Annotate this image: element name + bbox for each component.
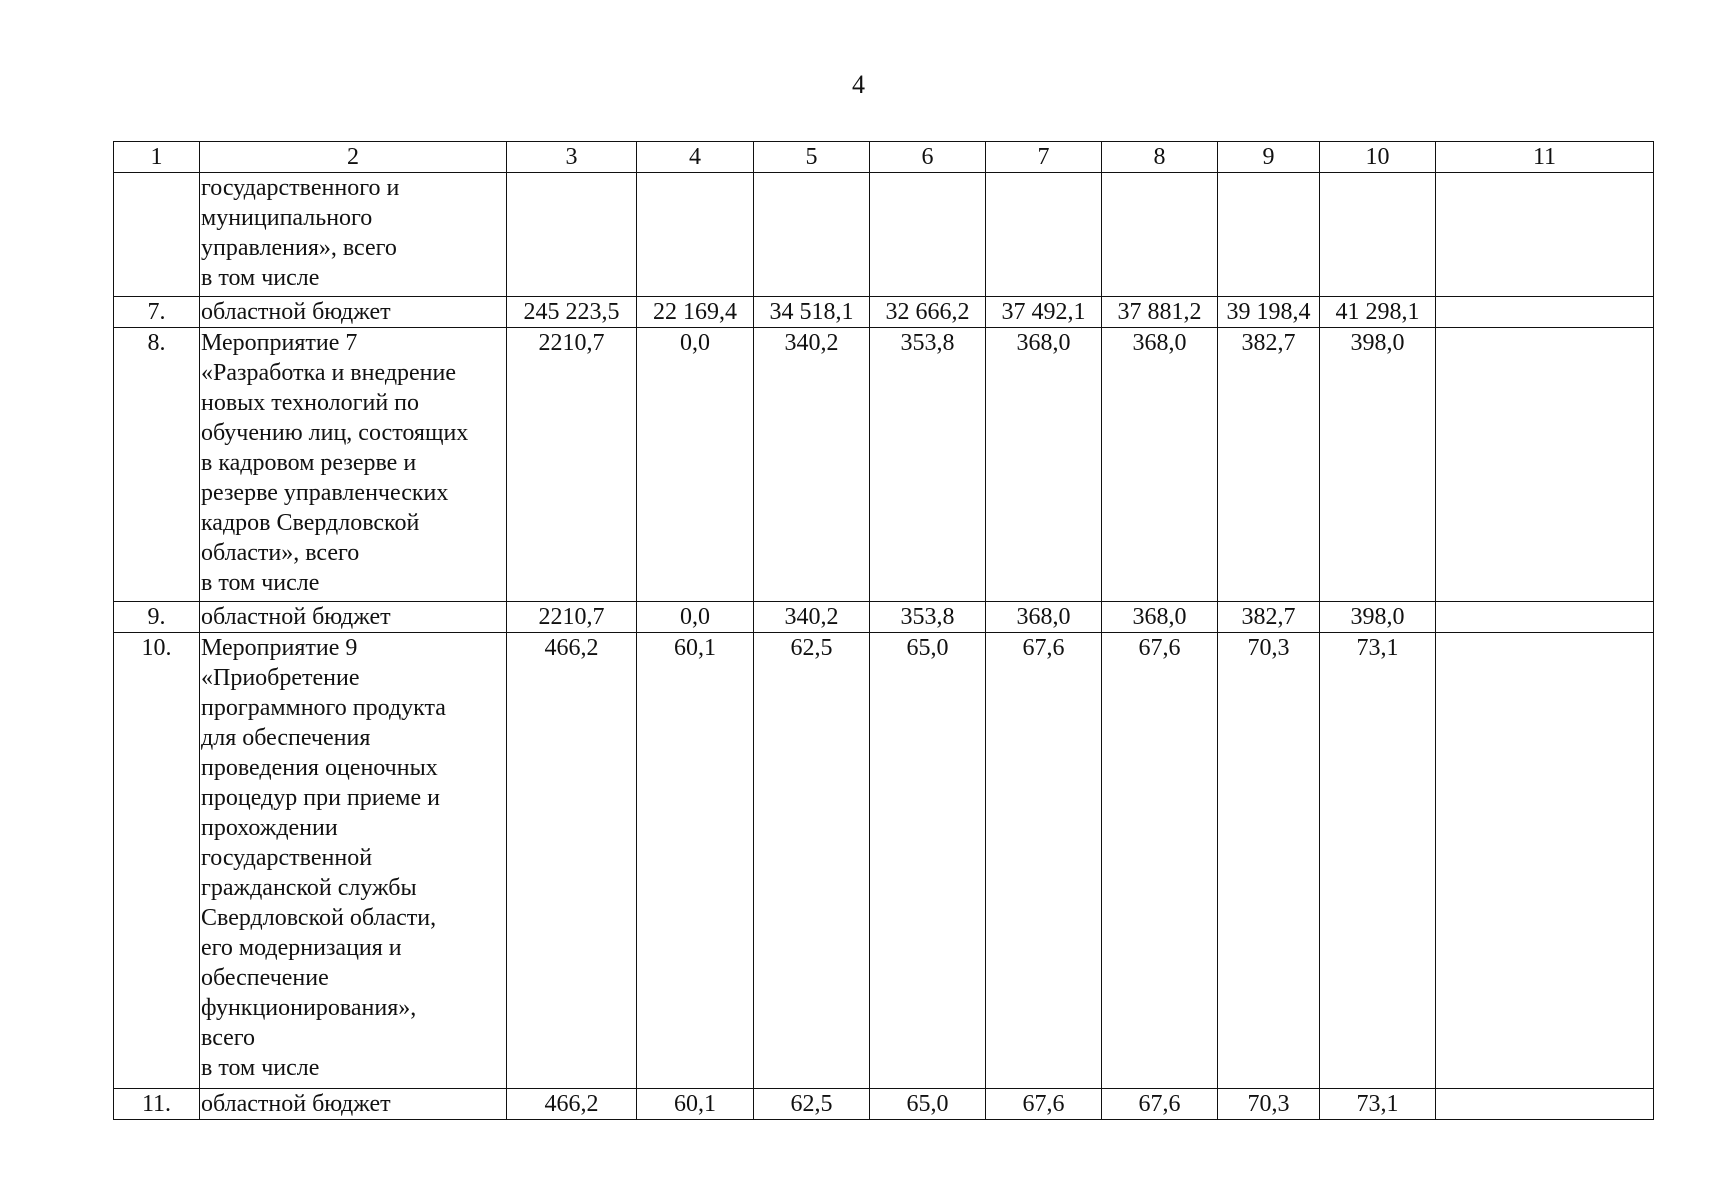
row-description: Мероприятие 7 «Разработка и внедрение новых технологий по обучению лиц, состоящих в кадровом резерве и резерве управленческих кадров Свердловской области», всего в том числе: [200, 328, 507, 602]
value-cell: 37 881,2: [1102, 297, 1218, 328]
row-number: [114, 173, 200, 297]
value-cell: 398,0: [1320, 602, 1436, 633]
row-description: областной бюджет: [200, 1089, 507, 1120]
note-cell: [1436, 1089, 1654, 1120]
table-row: [114, 297, 1654, 328]
value-cell: [1102, 173, 1218, 297]
value-cell: 67,6: [986, 1089, 1102, 1120]
value-cell: 41 298,1: [1320, 297, 1436, 328]
value-cell: 62,5: [754, 1089, 870, 1120]
column-number: 3: [507, 142, 637, 173]
row-description: областной бюджет: [200, 297, 507, 328]
value-cell: 73,1: [1320, 633, 1436, 1089]
value-cell: 2210,7: [507, 602, 637, 633]
note-cell: [1436, 173, 1654, 297]
value-cell: 32 666,2: [870, 297, 986, 328]
value-cell: 39 198,4: [1218, 297, 1320, 328]
value-cell: 368,0: [986, 328, 1102, 602]
note-cell: [1436, 633, 1654, 1089]
value-cell: 65,0: [870, 1089, 986, 1120]
value-cell: 382,7: [1218, 602, 1320, 633]
row-number: 7.: [114, 297, 200, 328]
row-description: Мероприятие 9 «Приобретение программного продукта для обеспечения проведения оценочных процедур при приеме и прохождении государственной гражданской службы Свердловской области, его модернизация и обеспечение функционирования», всего в том числе: [200, 633, 507, 1089]
value-cell: [986, 173, 1102, 297]
value-cell: 466,2: [507, 633, 637, 1089]
value-cell: 382,7: [1218, 328, 1320, 602]
table-row: [114, 173, 1654, 297]
value-cell: 60,1: [637, 633, 754, 1089]
value-cell: [1320, 173, 1436, 297]
value-cell: 2210,7: [507, 328, 637, 602]
budget-table: [113, 141, 1654, 1120]
note-cell: [1436, 328, 1654, 602]
value-cell: 398,0: [1320, 328, 1436, 602]
column-number: 7: [986, 142, 1102, 173]
table-row: [114, 1089, 1654, 1120]
value-cell: [754, 173, 870, 297]
column-number: 9: [1218, 142, 1320, 173]
column-number: 1: [114, 142, 200, 173]
value-cell: 0,0: [637, 602, 754, 633]
value-cell: [507, 173, 637, 297]
value-cell: 353,8: [870, 328, 986, 602]
value-cell: 67,6: [1102, 1089, 1218, 1120]
value-cell: 67,6: [1102, 633, 1218, 1089]
value-cell: 353,8: [870, 602, 986, 633]
column-number: 2: [200, 142, 507, 173]
column-number: 5: [754, 142, 870, 173]
value-cell: 65,0: [870, 633, 986, 1089]
row-number: 10.: [114, 633, 200, 1089]
value-cell: 67,6: [986, 633, 1102, 1089]
value-cell: 34 518,1: [754, 297, 870, 328]
value-cell: 368,0: [986, 602, 1102, 633]
page-number: 4: [852, 70, 865, 99]
value-cell: 466,2: [507, 1089, 637, 1120]
column-number: 10: [1320, 142, 1436, 173]
value-cell: 73,1: [1320, 1089, 1436, 1120]
value-cell: [637, 173, 754, 297]
value-cell: 340,2: [754, 328, 870, 602]
row-number: 8.: [114, 328, 200, 602]
column-number: 4: [637, 142, 754, 173]
row-description: государственного и муниципального управления», всего в том числе: [200, 173, 507, 297]
value-cell: 60,1: [637, 1089, 754, 1120]
row-number: 9.: [114, 602, 200, 633]
value-cell: [870, 173, 986, 297]
table-row: [114, 328, 1654, 602]
table-row: [114, 602, 1654, 633]
value-cell: 70,3: [1218, 633, 1320, 1089]
value-cell: 62,5: [754, 633, 870, 1089]
row-description: областной бюджет: [200, 602, 507, 633]
row-number: 11.: [114, 1089, 200, 1120]
value-cell: 37 492,1: [986, 297, 1102, 328]
value-cell: 70,3: [1218, 1089, 1320, 1120]
table-row: [114, 633, 1654, 1089]
value-cell: 368,0: [1102, 328, 1218, 602]
column-number: 8: [1102, 142, 1218, 173]
value-cell: 22 169,4: [637, 297, 754, 328]
column-number-row: [114, 142, 1654, 173]
note-cell: [1436, 297, 1654, 328]
value-cell: 368,0: [1102, 602, 1218, 633]
value-cell: 340,2: [754, 602, 870, 633]
column-number: 11: [1436, 142, 1654, 173]
value-cell: 0,0: [637, 328, 754, 602]
note-cell: [1436, 602, 1654, 633]
column-number: 6: [870, 142, 986, 173]
value-cell: [1218, 173, 1320, 297]
value-cell: 245 223,5: [507, 297, 637, 328]
